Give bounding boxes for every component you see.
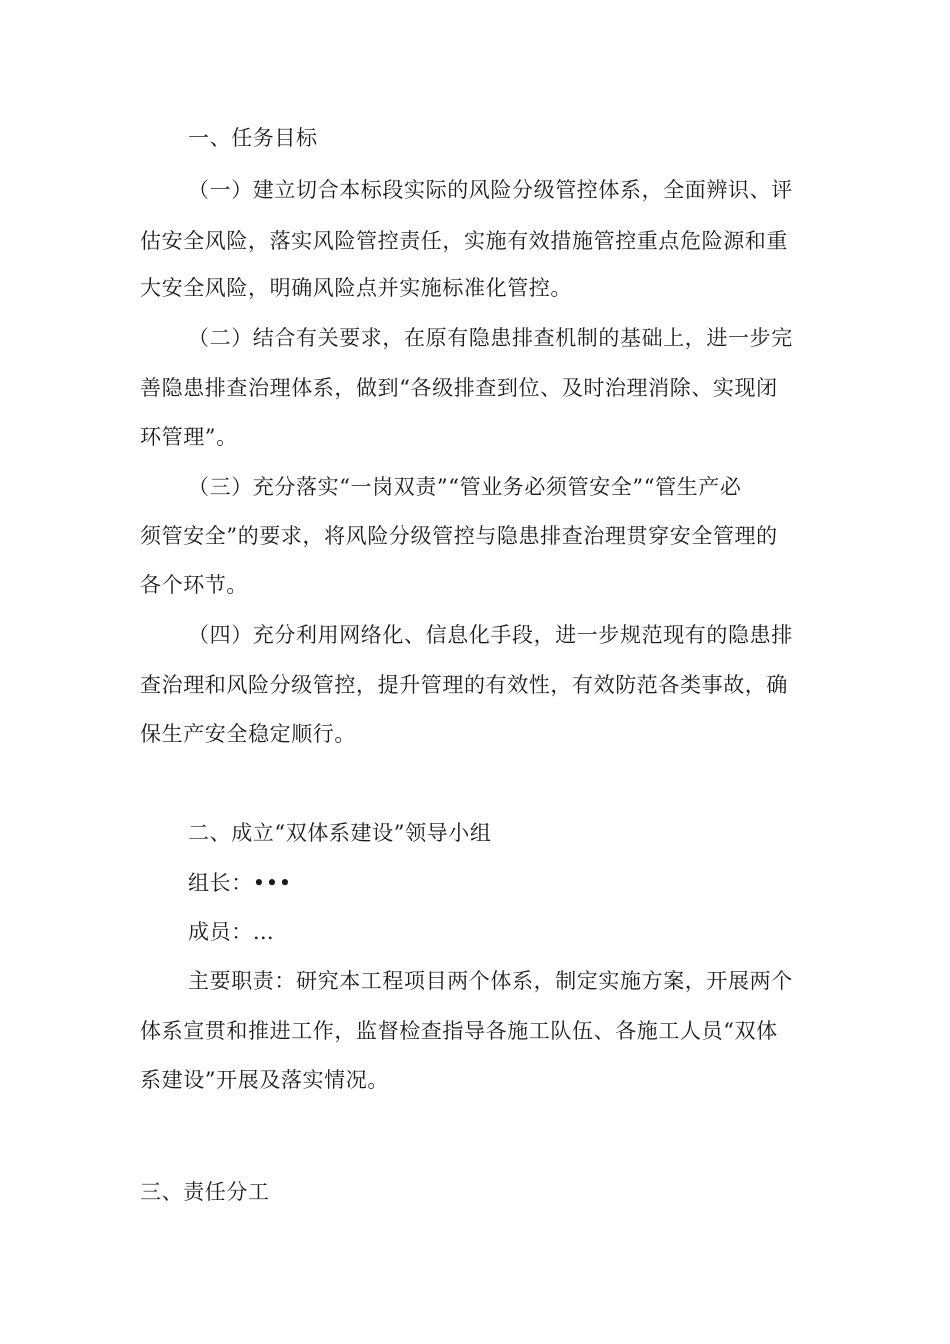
section-heading-leadership-group: 二、成立“双体系建设”领导小组 (188, 821, 492, 845)
group-members-line: 成员：… (188, 920, 275, 944)
paragraph-goal-3-line-2: 须管安全”的要求，将风险分级管控与隐患排查治理贯穿安全管理的 (140, 524, 778, 548)
paragraph-goal-1-line-3: 大安全风险，明确风险点并实施标准化管控。 (140, 276, 572, 300)
paragraph-goal-2-line-2: 善隐患排查治理体系，做到“各级排查到位、及时治理消除、实现闭 (140, 376, 778, 400)
section-heading-task-goals: 一、任务目标 (188, 126, 318, 150)
paragraph-goal-3-line-1: （三）充分落实“一岗双责”“管业务必须管安全”“管生产必 (188, 475, 742, 499)
paragraph-goal-2-line-1: （二）结合有关要求，在原有隐患排查机制的基础上，进一步完 (188, 326, 793, 350)
paragraph-goal-3-line-3: 各个环节。 (140, 573, 248, 597)
paragraph-goal-4-line-1: （四）充分利用网络化、信息化手段，进一步规范现有的隐患排 (188, 623, 793, 647)
group-leader-line: 组长：••• (188, 871, 292, 895)
paragraph-goal-1-line-1: （一）建立切合本标段实际的风险分级管控体系，全面辨识、评 (188, 178, 793, 202)
paragraph-goal-2-line-3: 环管理”。 (140, 425, 238, 449)
duties-line-3: 系建设”开展及落实情况。 (140, 1068, 389, 1092)
paragraph-goal-4-line-2: 查治理和风险分级管控，提升管理的有效性，有效防范各类事故，确 (140, 673, 788, 697)
paragraph-goal-1-line-2: 估安全风险，落实风险管控责任，实施有效措施管控重点危险源和重 (140, 229, 788, 253)
paragraph-goal-4-line-3: 保生产安全稳定顺行。 (140, 722, 356, 746)
duties-line-2: 体系宣贯和推进工作，监督检查指导各施工队伍、各施工人员“双体 (140, 1019, 778, 1043)
section-heading-responsibilities: 三、责任分工 (140, 1180, 270, 1204)
duties-line-1: 主要职责：研究本工程项目两个体系，制定实施方案，开展两个 (188, 969, 793, 993)
